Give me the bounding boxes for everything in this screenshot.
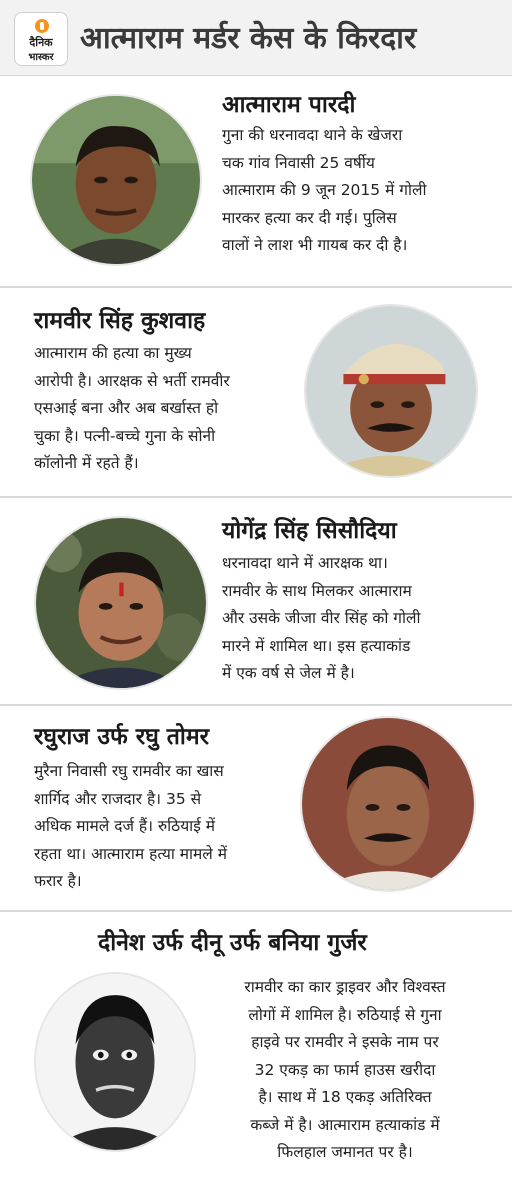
logo-line-2: भास्कर bbox=[28, 52, 54, 63]
logo-line-1: दैनिक bbox=[29, 36, 53, 49]
description-line: है। साथ में 18 एकड़ अतिरिक्त bbox=[258, 1088, 432, 1106]
dainik-bhaskar-logo[interactable] bbox=[14, 12, 68, 66]
page-title: आत्माराम मर्डर केस के किरदार bbox=[80, 21, 417, 56]
description-line: मारकर हत्या कर दी गई। पुलिस bbox=[222, 208, 397, 227]
section-divider bbox=[0, 704, 512, 706]
character-name: दीनेश उर्फ दीनू उर्फ बनिया गुर्जर bbox=[98, 930, 367, 956]
section-divider bbox=[0, 910, 512, 912]
description-line: धरनावदा थाने में आरक्षक था। bbox=[222, 554, 388, 572]
portrait-yogendra-singh-sisodia bbox=[34, 516, 208, 690]
description-line: गुना की धरनावदा थाने के खेजरा bbox=[222, 126, 403, 144]
description-line: रामवीर के साथ मिलकर आत्माराम bbox=[222, 581, 412, 600]
description-line: 32 एकड़ का फार्म हाउस खरीदा bbox=[254, 1060, 436, 1079]
character-name: रघुराज उर्फ रघु तोमर bbox=[34, 724, 210, 750]
description-line: लोगों में शामिल है। रुठियाई से गुना bbox=[248, 1005, 442, 1024]
character-description bbox=[222, 550, 421, 688]
portrait-dinesh-gurjar bbox=[34, 972, 196, 1152]
description-line: आत्माराम की हत्या का मुख्य bbox=[34, 344, 192, 362]
character-description bbox=[200, 974, 490, 1167]
portrait-atmaram-pardi bbox=[30, 94, 202, 266]
description-line: में एक वर्ष से जेल में है। bbox=[222, 664, 355, 682]
description-line: चक गांव निवासी 25 वर्षीय bbox=[222, 153, 375, 172]
description-line: फिलहाल जमानत पर है। bbox=[277, 1143, 413, 1161]
description-line: चुका है। पत्नी-बच्चे गुना के सोनी bbox=[34, 426, 216, 445]
description-line: मारने में शामिल था। इस हत्याकांड bbox=[222, 636, 411, 655]
character-name: आत्माराम पारदी bbox=[222, 92, 356, 118]
description-line: कब्जे में है। आत्माराम हत्याकांड में bbox=[250, 1115, 440, 1134]
description-line: रामवीर का कार ड्राइवर और विश्वस्त bbox=[244, 978, 446, 996]
portrait-ramveer-singh-kushwah bbox=[304, 304, 478, 478]
description-line: कॉलोनी में रहते हैं। bbox=[34, 454, 139, 472]
description-line: अधिक मामले दर्ज हैं। रुठियाई में bbox=[34, 817, 215, 835]
sun-icon bbox=[35, 19, 49, 33]
description-line: एसआई बना और अब बर्खास्त हो bbox=[34, 399, 219, 417]
character-description bbox=[34, 758, 227, 896]
character-description bbox=[222, 122, 427, 260]
section-divider bbox=[0, 496, 512, 498]
description-line: आरोपी है। आरक्षक से भर्ती रामवीर bbox=[34, 371, 230, 390]
header bbox=[0, 0, 512, 76]
description-line: रहता था। आत्माराम हत्या मामले में bbox=[34, 844, 228, 863]
portrait-raghuraj-tomar bbox=[300, 716, 476, 892]
description-line: मुरैना निवासी रघु रामवीर का खास bbox=[34, 762, 224, 780]
description-line: हाइवे पर रामवीर ने इसके नाम पर bbox=[251, 1033, 439, 1051]
description-line: फरार है। bbox=[34, 872, 82, 890]
character-description bbox=[34, 340, 230, 478]
description-line: शार्गिद और राजदार है। 35 से bbox=[34, 789, 202, 808]
character-name: रामवीर सिंह कुशवाह bbox=[34, 308, 206, 334]
description-line: और उसके जीजा वीर सिंह को गोली bbox=[222, 609, 421, 627]
section-divider bbox=[0, 286, 512, 288]
description-line: वालों ने लाश भी गायब कर दी है। bbox=[222, 236, 408, 254]
description-line: आत्माराम की 9 जून 2015 में गोली bbox=[222, 181, 427, 199]
character-name: योगेंद्र सिंह सिसौदिया bbox=[222, 518, 397, 544]
